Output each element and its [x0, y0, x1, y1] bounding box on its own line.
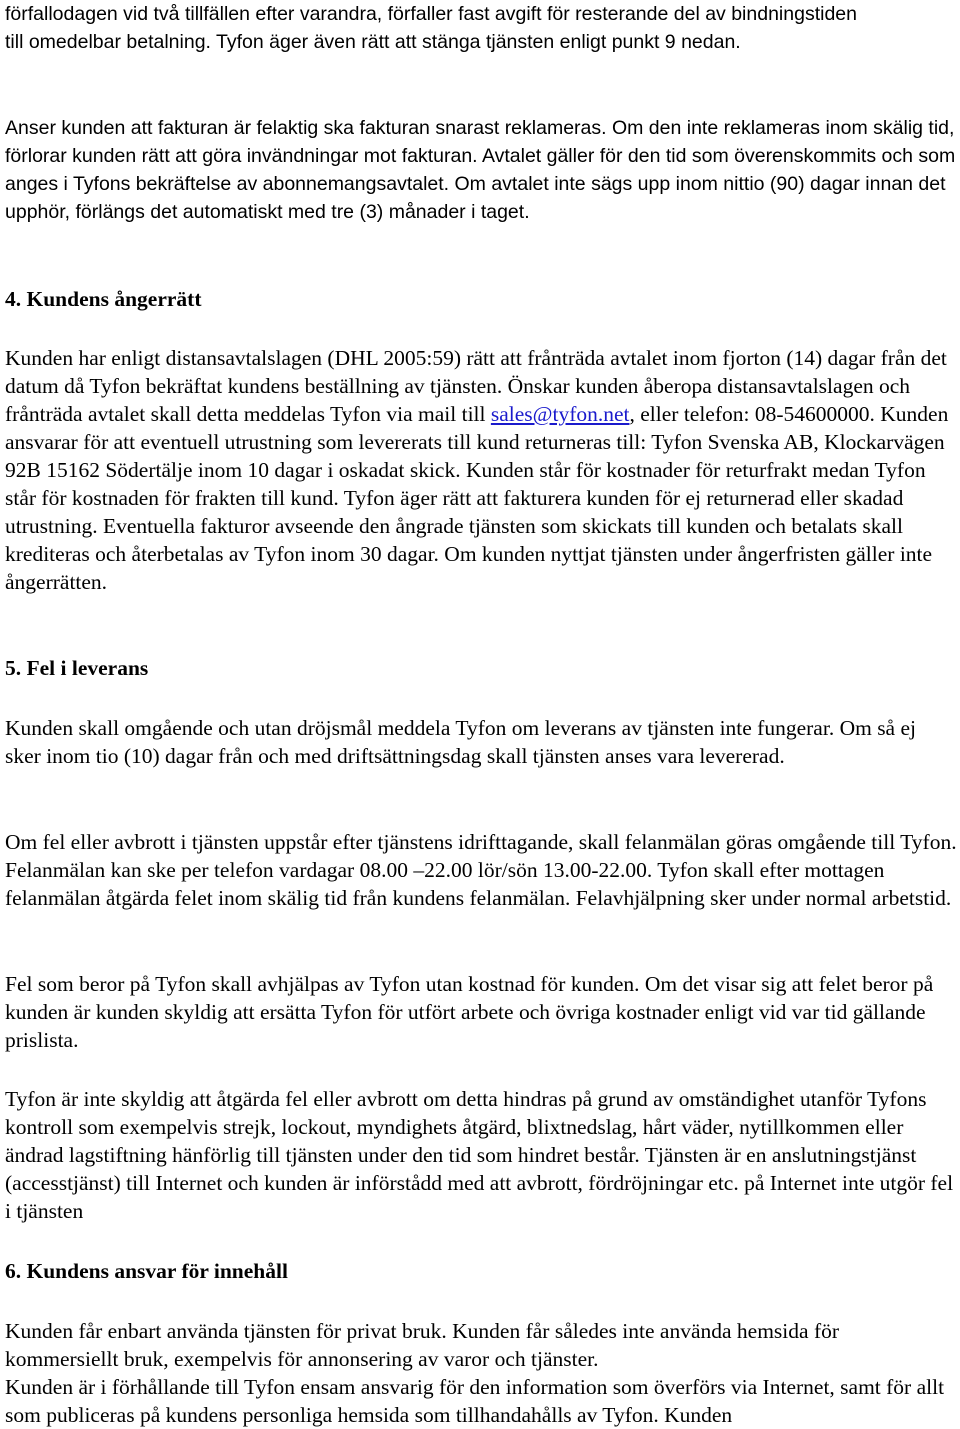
section-5-paragraph-2: Om fel eller avbrott i tjänsten uppstår efter tjänstens idrifttagande, skall felanmälan göras omgående till Tyfon. Felanmälan kan ske per telefon vardagar 08.00 –22.00 lör/sön 13.00-22.00. Tyfon skall efter mottagen felanmälan åtgärda felet inom skälig tid från kundens felanmälan. Felavhjälpning sker under normal arbetstid. — [5, 830, 957, 910]
intro-paragraph-1: förfallodagen vid två tillfällen efter varandra, förfaller fast avgift för resterande del av bindningstiden till omedelbar betalning. Tyfon äger även rätt att stänga tjänsten enligt punkt 9 nedan. — [5, 3, 857, 53]
section-4-heading: 4. Kundens ångerrätt — [5, 287, 202, 311]
section-5-paragraph-4: Tyfon är inte skyldig att åtgärda fel eller avbrott om detta hindras på grund av omständighet utanför Tyfons kontroll som exempelvis strejk, lockout, myndighets åtgärd, blixtnedslag, hårt väder, nytillkommen eller ändrad lagstiftning hänförlig till tjänsten under den tid som hindret består. Tjänsten är en anslutningstjänst (accesstjänst) till Internet och kunden är införstådd med att avbrott, fördröjningar etc. på Internet inte utgör fel i tjänsten — [5, 1087, 954, 1223]
intro-paragraph-2: Anser kunden att fakturan är felaktig ska fakturan snarast reklameras. Om den inte reklameras inom skälig tid, förlorar kunden rätt att göra invändningar mot fakturan. Avtalet gäller för den tid som överenskommits och som anges i Tyfons bekräftelse av abonnemangsavtalet. Om avtalet inte sägs upp inom nittio (90) dagar innan det upphör, förlängs det automatiskt med tre (3) månader i taget. — [5, 117, 956, 223]
section-4-paragraph — [5, 344, 957, 596]
section-6-paragraph-1: Kunden får enbart använda tjänsten för privat bruk. Kunden får således inte använda hemsida för kommersiellt bruk, exempelvis för annonsering av varor och tjänster. — [5, 1319, 840, 1371]
section-4-text-after-email: , eller telefon: 08-54600000. Kunden ansvarar för att eventuell utrustning som levererats till kund returneras till: Tyfon Svenska AB, Klockarvägen 92B 15162 Södertälje inom 10 dagar i oskadat skick. Kunden står för kostnader för returfrakt medan Tyfon står för kostnaden för frakten till kund. Tyfon äger rätt att fakturera kunden för ej returnerad eller skadad utrustning. Eventuella fakturor avseende den ångrade tjänsten som skickats till kunden och betalats skall krediteras och återbetalas av Tyfon inom 30 dagar. Om kunden nyttjat tjänsten under ångerfristen gäller inte ångerrätten. — [5, 402, 949, 594]
sales-email-link[interactable]: sales@tyfon.net — [490, 402, 630, 426]
section-5-heading: 5. Fel i leverans — [5, 656, 149, 680]
section-5-paragraph-3: Fel som beror på Tyfon skall avhjälpas av Tyfon utan kostnad för kunden. Om det visar sig att felet beror på kunden är kunden skyldig att ersätta Tyfon för utfört arbete och övriga kostnader enligt vid var tid gällande prislista. — [5, 972, 934, 1052]
section-6-heading: 6. Kundens ansvar för innehåll — [5, 1259, 288, 1283]
section-4-text-before-email: Kunden har enligt distansavtalslagen (DHL 2005:59) rätt att frånträda avtalet inom fjorton (14) dagar från det datum då Tyfon bekräftat kundens beställning av tjänsten. Önskar kunden åberopa distansavtalslagen och frånträda avtalet skall detta meddelas Tyfon via mail till — [5, 346, 947, 426]
section-5-paragraph-1: Kunden skall omgående och utan dröjsmål meddela Tyfon om leverans av tjänsten inte fungerar. Om så ej sker inom tio (10) dagar från och med driftsättningsdag skall tjänsten anses vara levererad. — [5, 716, 916, 768]
section-6-paragraph-2: Kunden är i förhållande till Tyfon ensam ansvarig för den information som överförs via Internet, samt för allt som publiceras på kundens personliga hemsida som tillhandahålls av Tyfon. Kunden — [5, 1375, 945, 1427]
